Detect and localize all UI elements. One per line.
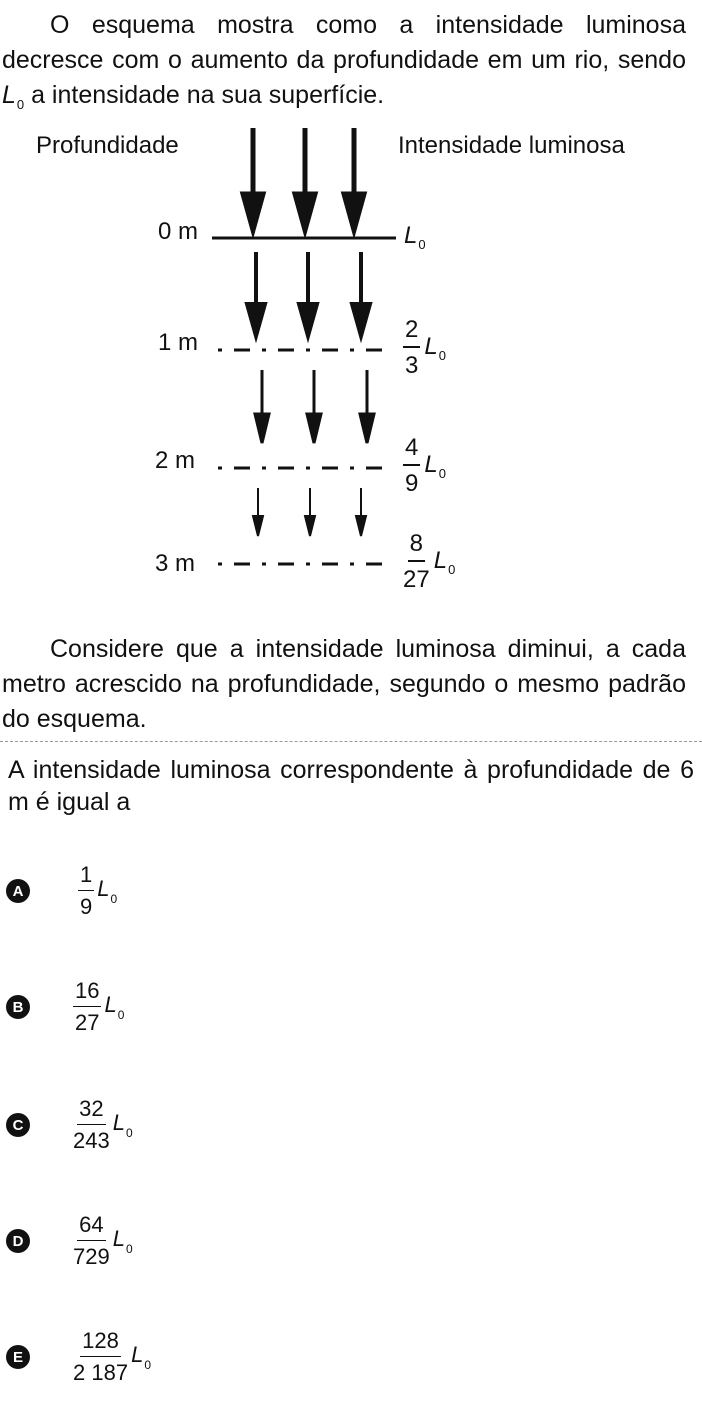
fraction-denominator: 9 (405, 470, 419, 497)
fraction-denominator: 243 (73, 1128, 110, 1153)
option-letter-badge: C (6, 1113, 30, 1137)
fraction-numerator: 8 (408, 530, 425, 562)
option-e[interactable] (6, 1322, 151, 1392)
option-letter-badge: D (6, 1229, 30, 1253)
depth-label-1m: 1 m (158, 329, 199, 356)
fraction-denominator: 27 (403, 566, 430, 593)
light-intensity-diagram (0, 118, 702, 618)
option-value (73, 1096, 133, 1154)
fraction (73, 1328, 128, 1386)
option-symbol: L (104, 992, 117, 1017)
arrows-surface (243, 128, 364, 230)
option-subscript: 0 (125, 1242, 133, 1256)
intensity-3m-symbol: L (433, 547, 448, 574)
option-subscript: 0 (144, 1358, 151, 1372)
intensity-3m-subscript: 0 (448, 562, 456, 577)
option-subscript: 0 (110, 892, 118, 906)
intensity-1m-symbol: L (424, 333, 438, 360)
option-symbol: L (131, 1342, 144, 1367)
option-b[interactable] (6, 972, 124, 1042)
fraction (403, 530, 430, 594)
consider-text: Considere que a intensidade luminosa diminui, a cada metro acrescido na profundidade, segundo o mesmo padrão do esquema. (2, 635, 686, 733)
intensity-symbol: L (2, 81, 16, 109)
fraction-denominator: 2 187 (73, 1360, 129, 1385)
option-c[interactable] (6, 1090, 133, 1160)
consider-paragraph (2, 632, 686, 737)
fraction-numerator: 2 (403, 316, 420, 348)
intensity-subscript: 0 (16, 97, 25, 112)
fraction-denominator: 729 (73, 1244, 110, 1269)
intro-paragraph (2, 8, 686, 122)
depth-header: Profundidade (36, 132, 179, 159)
option-letter-badge: A (6, 879, 30, 903)
option-letter-badge: B (6, 995, 30, 1019)
option-value (78, 862, 117, 920)
intensity-0m-subscript: 0 (418, 237, 426, 252)
option-a[interactable] (6, 856, 117, 926)
option-symbol: L (112, 1226, 125, 1251)
depth-label-3m: 3 m (155, 550, 196, 577)
intensity-2m-subscript: 0 (438, 466, 446, 481)
depth-label-2m: 2 m (155, 447, 196, 474)
depth-label-0m: 0 m (158, 218, 199, 245)
diagram-lines (0, 118, 702, 618)
arrows-1-2 (255, 370, 374, 443)
intensity-0m-symbol: L (404, 222, 418, 249)
fraction (73, 1212, 110, 1270)
intro-text-post: a intensidade na sua superfície. (24, 81, 385, 109)
intensity-3m (403, 530, 455, 594)
intensity-1m-subscript: 0 (438, 348, 446, 363)
fraction-numerator: 4 (403, 434, 420, 466)
arrows-2-3 (253, 488, 366, 536)
fraction (73, 1096, 110, 1154)
option-symbol: L (97, 876, 110, 901)
fraction-numerator: 1 (78, 862, 94, 891)
option-value (73, 978, 124, 1036)
fraction-numerator: 128 (80, 1328, 121, 1357)
fraction-numerator: 64 (77, 1212, 105, 1241)
fraction (78, 862, 94, 920)
fraction (403, 316, 420, 380)
option-value (73, 1212, 133, 1270)
fraction-denominator: 9 (80, 894, 93, 919)
option-letter-badge: E (6, 1345, 30, 1369)
intensity-2m-symbol: L (424, 451, 438, 478)
fraction (403, 434, 420, 498)
option-symbol: L (112, 1110, 125, 1135)
intensity-header: Intensidade luminosa (398, 132, 625, 159)
separator (0, 741, 702, 742)
intensity-2m (403, 434, 446, 498)
option-subscript: 0 (117, 1008, 125, 1022)
fraction-denominator: 27 (75, 1010, 100, 1035)
option-d[interactable] (6, 1206, 133, 1276)
fraction-numerator: 32 (77, 1096, 105, 1125)
intro-text-pre: O esquema mostra como a intensidade luminosa decresce com o aumento da profundidade em um rio, sendo (2, 11, 686, 74)
fraction-denominator: 3 (405, 352, 419, 379)
option-subscript: 0 (125, 1126, 133, 1140)
arrows-0-1 (247, 252, 370, 336)
intensity-1m (403, 316, 446, 380)
question-stem: A intensidade luminosa correspondente à profundidade de 6 m é igual a (8, 756, 694, 816)
fraction-numerator: 16 (73, 978, 101, 1007)
intensity-0m (402, 222, 426, 252)
fraction (73, 978, 101, 1036)
option-value (73, 1328, 151, 1386)
